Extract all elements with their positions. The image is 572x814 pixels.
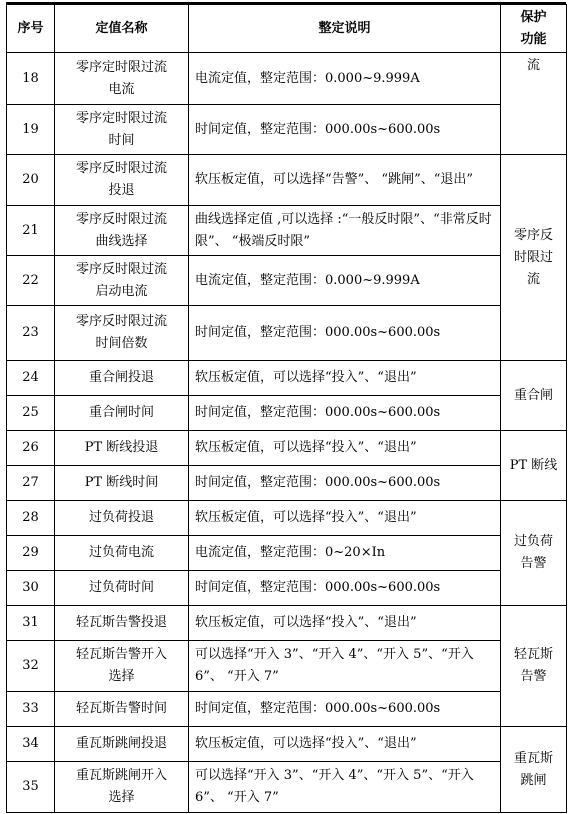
setting-name: 重瓦斯跳闸开入 选择 xyxy=(55,762,189,813)
table-row xyxy=(7,641,567,692)
setting-description: 时间定值，整定范围：000.00s~600.00s xyxy=(189,306,501,361)
table-row xyxy=(7,361,567,396)
header-desc: 整定说明 xyxy=(189,5,501,53)
setting-name: 过负荷电流 xyxy=(55,536,189,571)
row-number: 28 xyxy=(7,501,55,536)
row-number: 20 xyxy=(7,155,55,206)
setting-description: 软压板定值，可以选择“告警”、 “跳闸”、“退出” xyxy=(189,155,501,206)
row-number: 25 xyxy=(7,396,55,431)
table-row xyxy=(7,53,567,105)
setting-description: 软压板定值，可以选择“投入”、“退出” xyxy=(189,501,501,536)
setting-description: 软压板定值，可以选择“投入”、“退出” xyxy=(189,727,501,762)
table-row xyxy=(7,571,567,606)
row-number: 22 xyxy=(7,256,55,306)
setting-name: 轻瓦斯告警投退 xyxy=(55,606,189,641)
setting-name: 零序反时限过流 曲线选择 xyxy=(55,206,189,256)
setting-description: 时间定值，整定范围：000.00s~600.00s xyxy=(189,466,501,501)
row-number: 32 xyxy=(7,641,55,692)
table-row xyxy=(7,606,567,641)
row-number: 29 xyxy=(7,536,55,571)
table-row xyxy=(7,466,567,501)
protection-function: 零序反 时限过 流 xyxy=(501,155,567,361)
setting-description: 时间定值，整定范围：000.00s~600.00s xyxy=(189,396,501,431)
setting-description: 电流定值，整定范围：0.000~9.999A xyxy=(189,256,501,306)
setting-name: PT 断线投退 xyxy=(55,431,189,466)
table-row xyxy=(7,762,567,813)
table-row xyxy=(7,306,567,361)
row-number: 21 xyxy=(7,206,55,256)
protection-function: 轻瓦斯 告警 xyxy=(501,606,567,727)
setting-name: 重合闸投退 xyxy=(55,361,189,396)
setting-name: 零序定时限过流 电流 xyxy=(55,53,189,105)
settings-table xyxy=(6,4,567,813)
table-body xyxy=(7,53,567,813)
settings-table-container xyxy=(6,4,566,813)
table-row xyxy=(7,155,567,206)
protection-function: 过负荷 告警 xyxy=(501,501,567,606)
row-number: 31 xyxy=(7,606,55,641)
setting-description: 曲线选择定值 ,可以选择 :“一般反时限”、“非常反时限”、 “极端反时限” xyxy=(189,206,501,256)
row-number: 34 xyxy=(7,727,55,762)
header-func: 保护 功能 xyxy=(501,5,567,53)
setting-description: 可以选择“开入 3”、“开入 4”、“开入 5”、“开入 6”、 “开入 7” xyxy=(189,641,501,692)
setting-name: 过负荷时间 xyxy=(55,571,189,606)
setting-description: 时间定值，整定范围：000.00s~600.00s xyxy=(189,692,501,727)
protection-function: PT 断线 xyxy=(501,431,567,501)
table-row xyxy=(7,727,567,762)
setting-description: 时间定值，整定范围：000.00s~600.00s xyxy=(189,105,501,155)
table-row xyxy=(7,105,567,155)
setting-name: 重合闸时间 xyxy=(55,396,189,431)
row-number: 19 xyxy=(7,105,55,155)
setting-name: 零序反时限过流 时间倍数 xyxy=(55,306,189,361)
protection-function: 流 xyxy=(501,53,567,155)
setting-name: 轻瓦斯告警时间 xyxy=(55,692,189,727)
row-number: 33 xyxy=(7,692,55,727)
setting-description: 可以选择“开入 3”、“开入 4”、“开入 5”、“开入 6”、 “开入 7” xyxy=(189,762,501,813)
setting-name: 轻瓦斯告警开入 选择 xyxy=(55,641,189,692)
header-row xyxy=(7,5,567,53)
table-row xyxy=(7,256,567,306)
row-number: 30 xyxy=(7,571,55,606)
row-number: 27 xyxy=(7,466,55,501)
setting-name: 零序反时限过流 启动电流 xyxy=(55,256,189,306)
setting-name: 重瓦斯跳闸投退 xyxy=(55,727,189,762)
table-row xyxy=(7,431,567,466)
setting-description: 电流定值，整定范围：0~20×In xyxy=(189,536,501,571)
row-number: 26 xyxy=(7,431,55,466)
setting-description: 电流定值，整定范围：0.000~9.999A xyxy=(189,53,501,105)
table-row xyxy=(7,206,567,256)
protection-function: 重瓦斯 跳闸 xyxy=(501,727,567,813)
header-no: 序号 xyxy=(7,5,55,53)
row-number: 35 xyxy=(7,762,55,813)
setting-description: 时间定值，整定范围：000.00s~600.00s xyxy=(189,571,501,606)
row-number: 24 xyxy=(7,361,55,396)
setting-description: 软压板定值，可以选择“投入”、“退出” xyxy=(189,361,501,396)
header-name: 定值名称 xyxy=(55,5,189,53)
row-number: 18 xyxy=(7,53,55,105)
setting-description: 软压板定值，可以选择“投入”、“退出” xyxy=(189,606,501,641)
row-number: 23 xyxy=(7,306,55,361)
table-row xyxy=(7,536,567,571)
setting-name: 零序反时限过流 投退 xyxy=(55,155,189,206)
setting-description: 软压板定值，可以选择“投入”、“退出” xyxy=(189,431,501,466)
setting-name: 零序定时限过流 时间 xyxy=(55,105,189,155)
table-row xyxy=(7,692,567,727)
protection-function: 重合闸 xyxy=(501,361,567,431)
table-row xyxy=(7,396,567,431)
setting-name: 过负荷投退 xyxy=(55,501,189,536)
table-row xyxy=(7,501,567,536)
setting-name: PT 断线时间 xyxy=(55,466,189,501)
